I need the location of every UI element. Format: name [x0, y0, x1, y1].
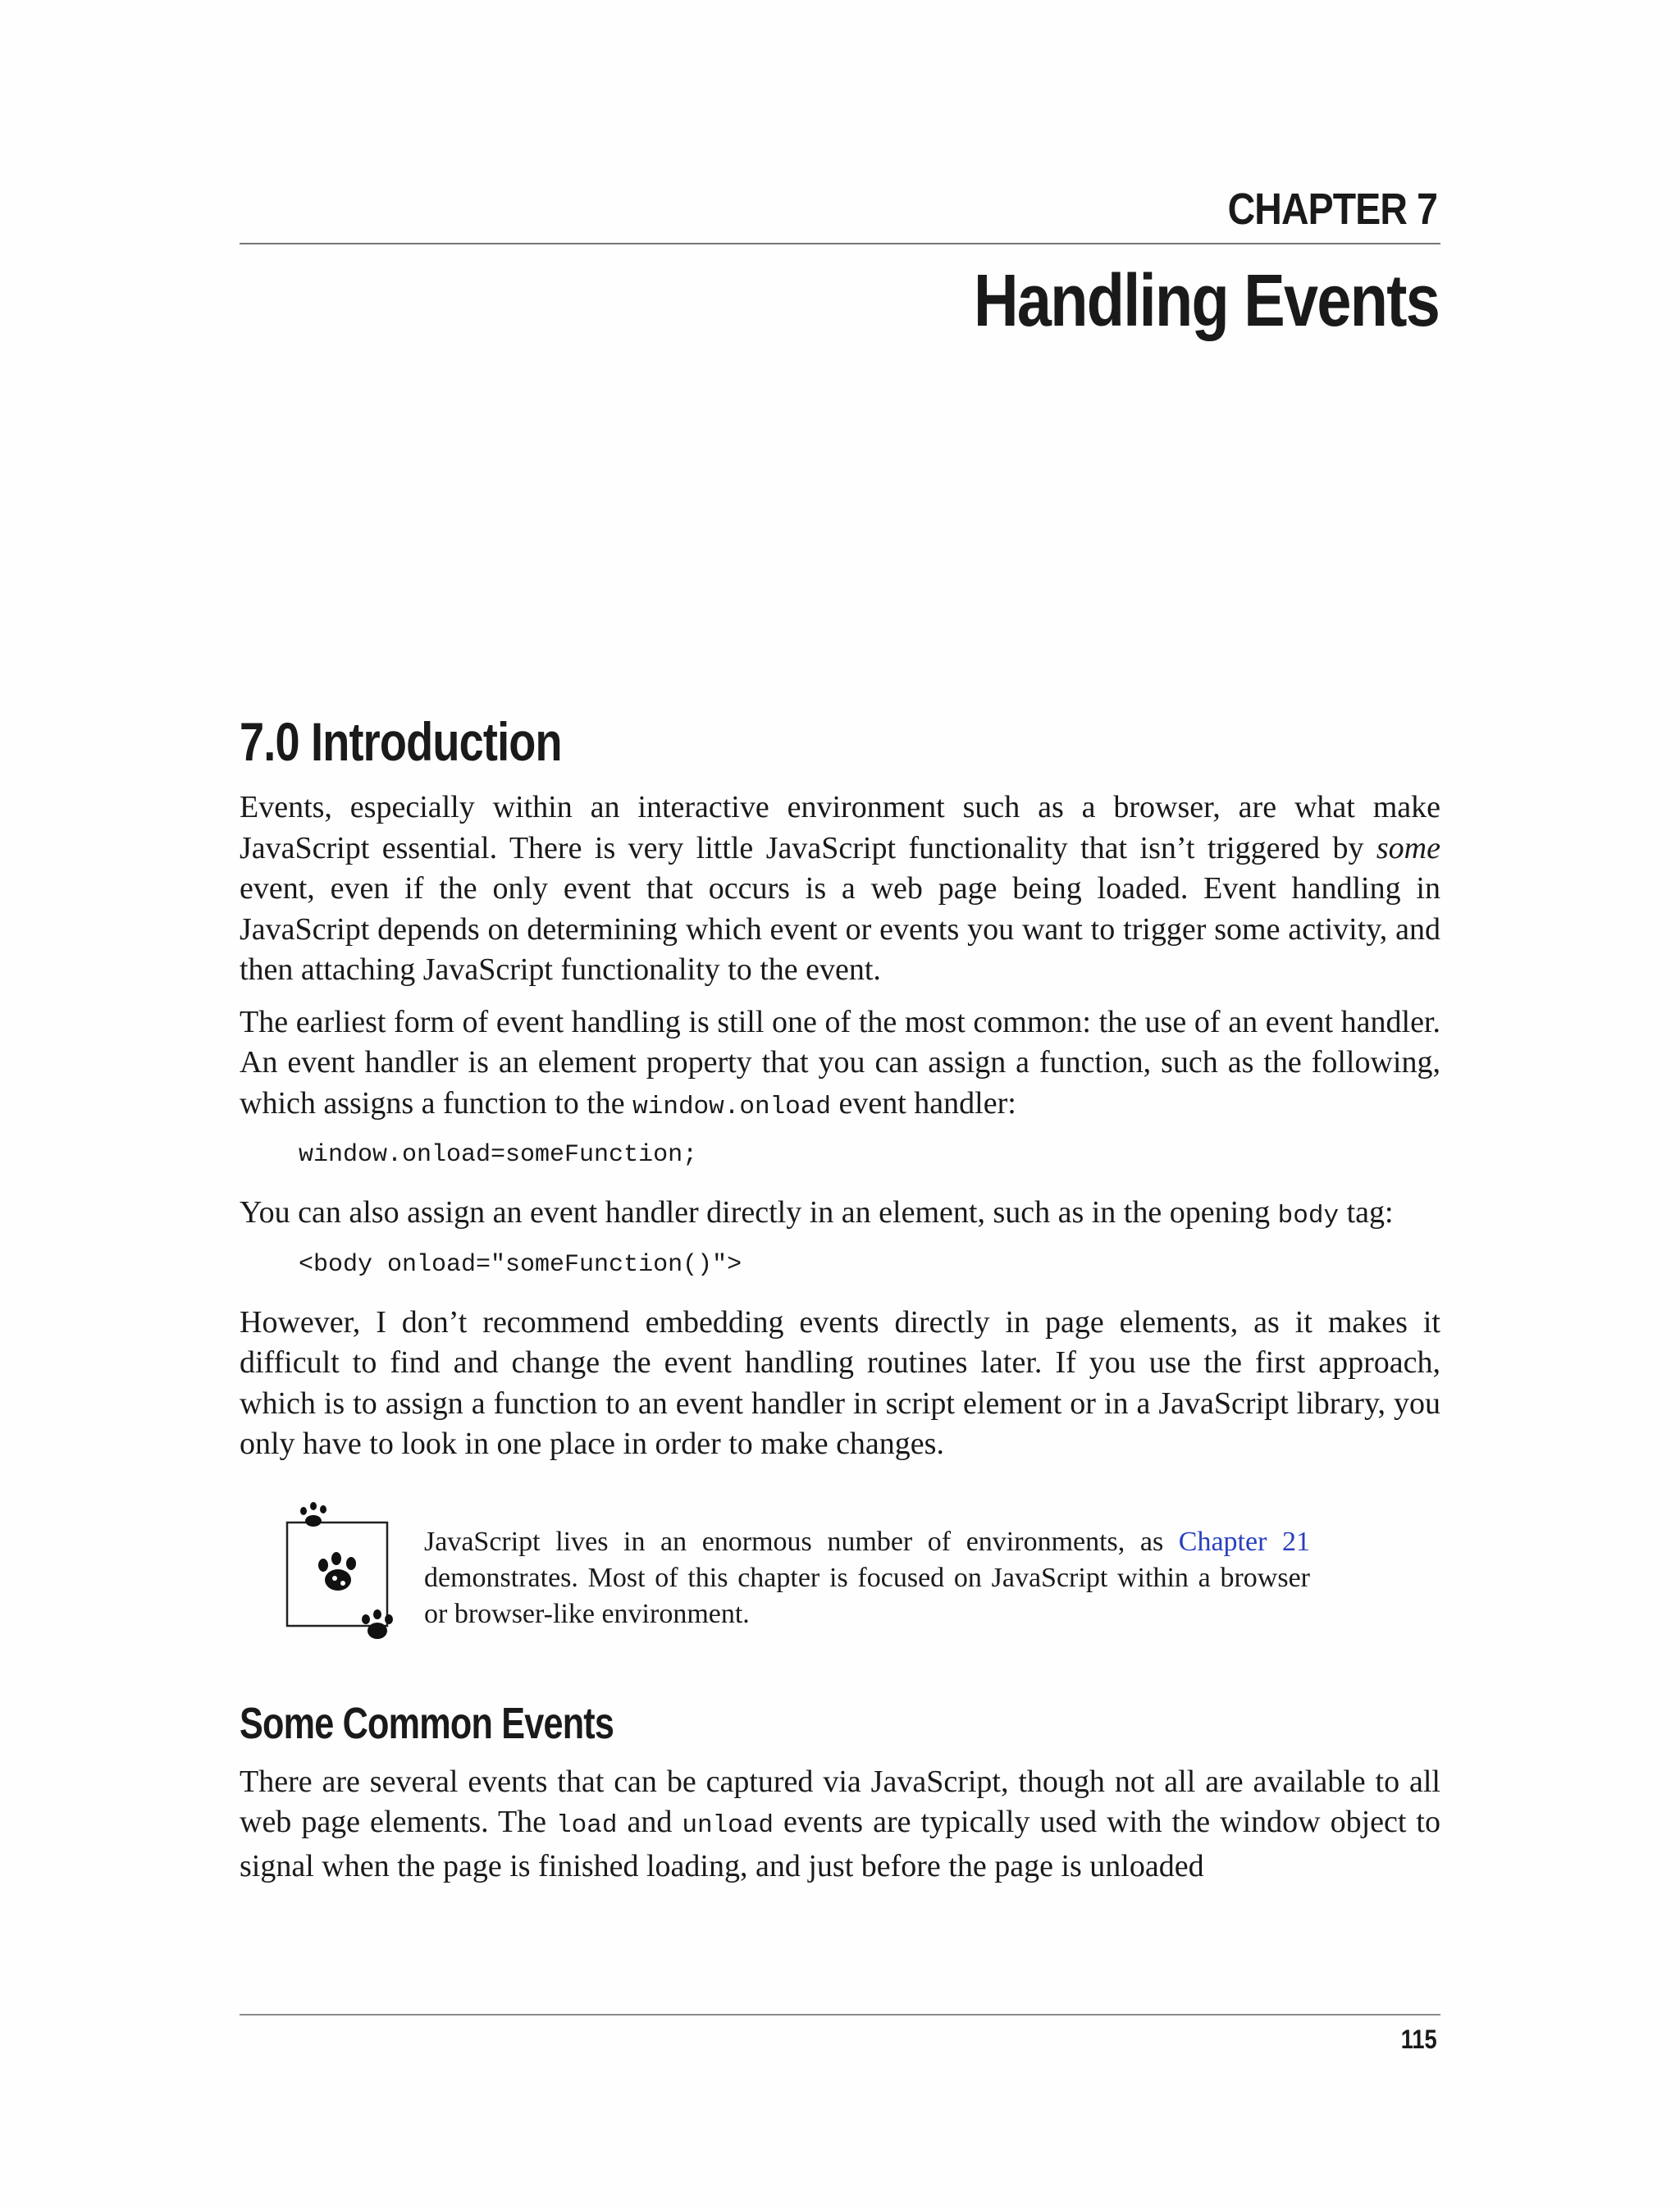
inline-code-load: load	[556, 1811, 618, 1840]
chapter-21-link[interactable]: Chapter 21	[1178, 1526, 1310, 1557]
section-heading: 7.0 Introduction	[240, 711, 562, 772]
emphasis-some: some	[1376, 830, 1440, 865]
chapter-rule	[240, 243, 1440, 244]
page-number: 115	[1401, 2025, 1437, 2054]
intro-paragraph-4: However, I don’t recommend embedding events directly in page elements, as it makes it difficult to find and change the event handling routines later. If you use the first approach, which is to assign a function to an event handler in script element or in a JavaScript library, you only have to look in one place in order to make changes.	[240, 1304, 1440, 1461]
common-events-paragraph: There are several events that can be captured via JavaScript, though not all are available to all web page elements. The load and unload events are typically used with the window object to signal when the page is finished loading, and just before the page is unloaded	[240, 1764, 1440, 1883]
chapter-label: CHAPTER 7	[1227, 185, 1437, 234]
chapter-body	[240, 709, 1440, 1898]
inline-code-window-onload: window.onload	[632, 1092, 831, 1121]
chapter-title: Handling Events	[973, 260, 1439, 342]
note-text: JavaScript lives in an enormous number of environments, as Chapter 21 demonstrates. Most of this chapter is focused on JavaScript within a browser or browser-like environment.	[424, 1526, 1310, 1629]
code-example-1: window.onload=someFunction;	[299, 1141, 698, 1169]
code-example-2: <body onload="someFunction()">	[299, 1250, 742, 1279]
intro-paragraph-1: Events, especially within an interactive environment such as a browser, are what make JavaScript essential. There is very little JavaScript functionality that isn’t triggered by some event, even if the only event that occurs is a web page being loaded. Event handling in JavaScript depends on determining which event or events you want to trigger some activity, and then attaching JavaScript functionality to the event.	[240, 790, 1440, 987]
subsection-heading: Some Common Events	[240, 1698, 614, 1748]
paw-prints-note-icon	[281, 1498, 412, 1646]
intro-paragraph-2: The earliest form of event handling is still one of the most common: the use of an event handler. An event handler is an element property that you can assign a function, such as the following, which assigns a function to the window.onload event handler:	[240, 1004, 1440, 1121]
inline-code-unload: unload	[682, 1811, 774, 1840]
footer-rule	[240, 2014, 1440, 2016]
inline-code-body: body	[1277, 1202, 1340, 1230]
note-box	[240, 1498, 1440, 1654]
intro-paragraph-3: You can also assign an event handler directly in an element, such as in the opening body tag:	[240, 1195, 1394, 1230]
